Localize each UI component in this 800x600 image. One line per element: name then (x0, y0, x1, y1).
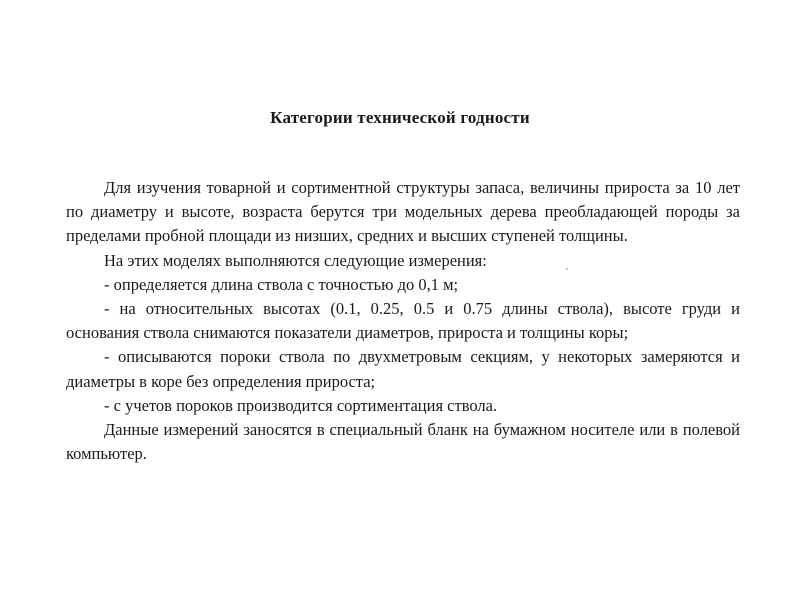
paragraph-intro: Для изучения товарной и сортиментной структуры запаса, величины прироста за 10 лет по диаметру и высоте, возраста берутся три модельных дерева преобладающей породы за пределами пробной площади из низших, средних и высших ступеней толщины. (66, 178, 740, 246)
document-body (66, 176, 740, 466)
scan-speck (566, 268, 568, 270)
list-item-defects: - описываются пороки ствола по двухметровым секциям, у некоторых замеряются и диаметры в коре без определения прироста; (66, 347, 740, 391)
document-title: Категории технической годности (270, 108, 530, 127)
paragraph-measurements-lead: На этих моделях выполняются следующие измерения: (104, 250, 487, 270)
list-item-assortment: - с учетов пороков производится сортиментация ствола. (104, 395, 498, 415)
list-item-length: - определяется длина ствола с точностью до 0,1 м; (104, 274, 459, 294)
list-item-diameters: - на относительных высотах (0.1, 0.25, 0.5 и 0.75 длины ствола), высоте груди и основания ствола снимаются показатели диаметров, прироста и толщины коры; (66, 299, 740, 343)
paragraph-data-entry: Данные измерений заносятся в специальный бланк на бумажном носителе или в полевой компьютер. (66, 420, 740, 464)
